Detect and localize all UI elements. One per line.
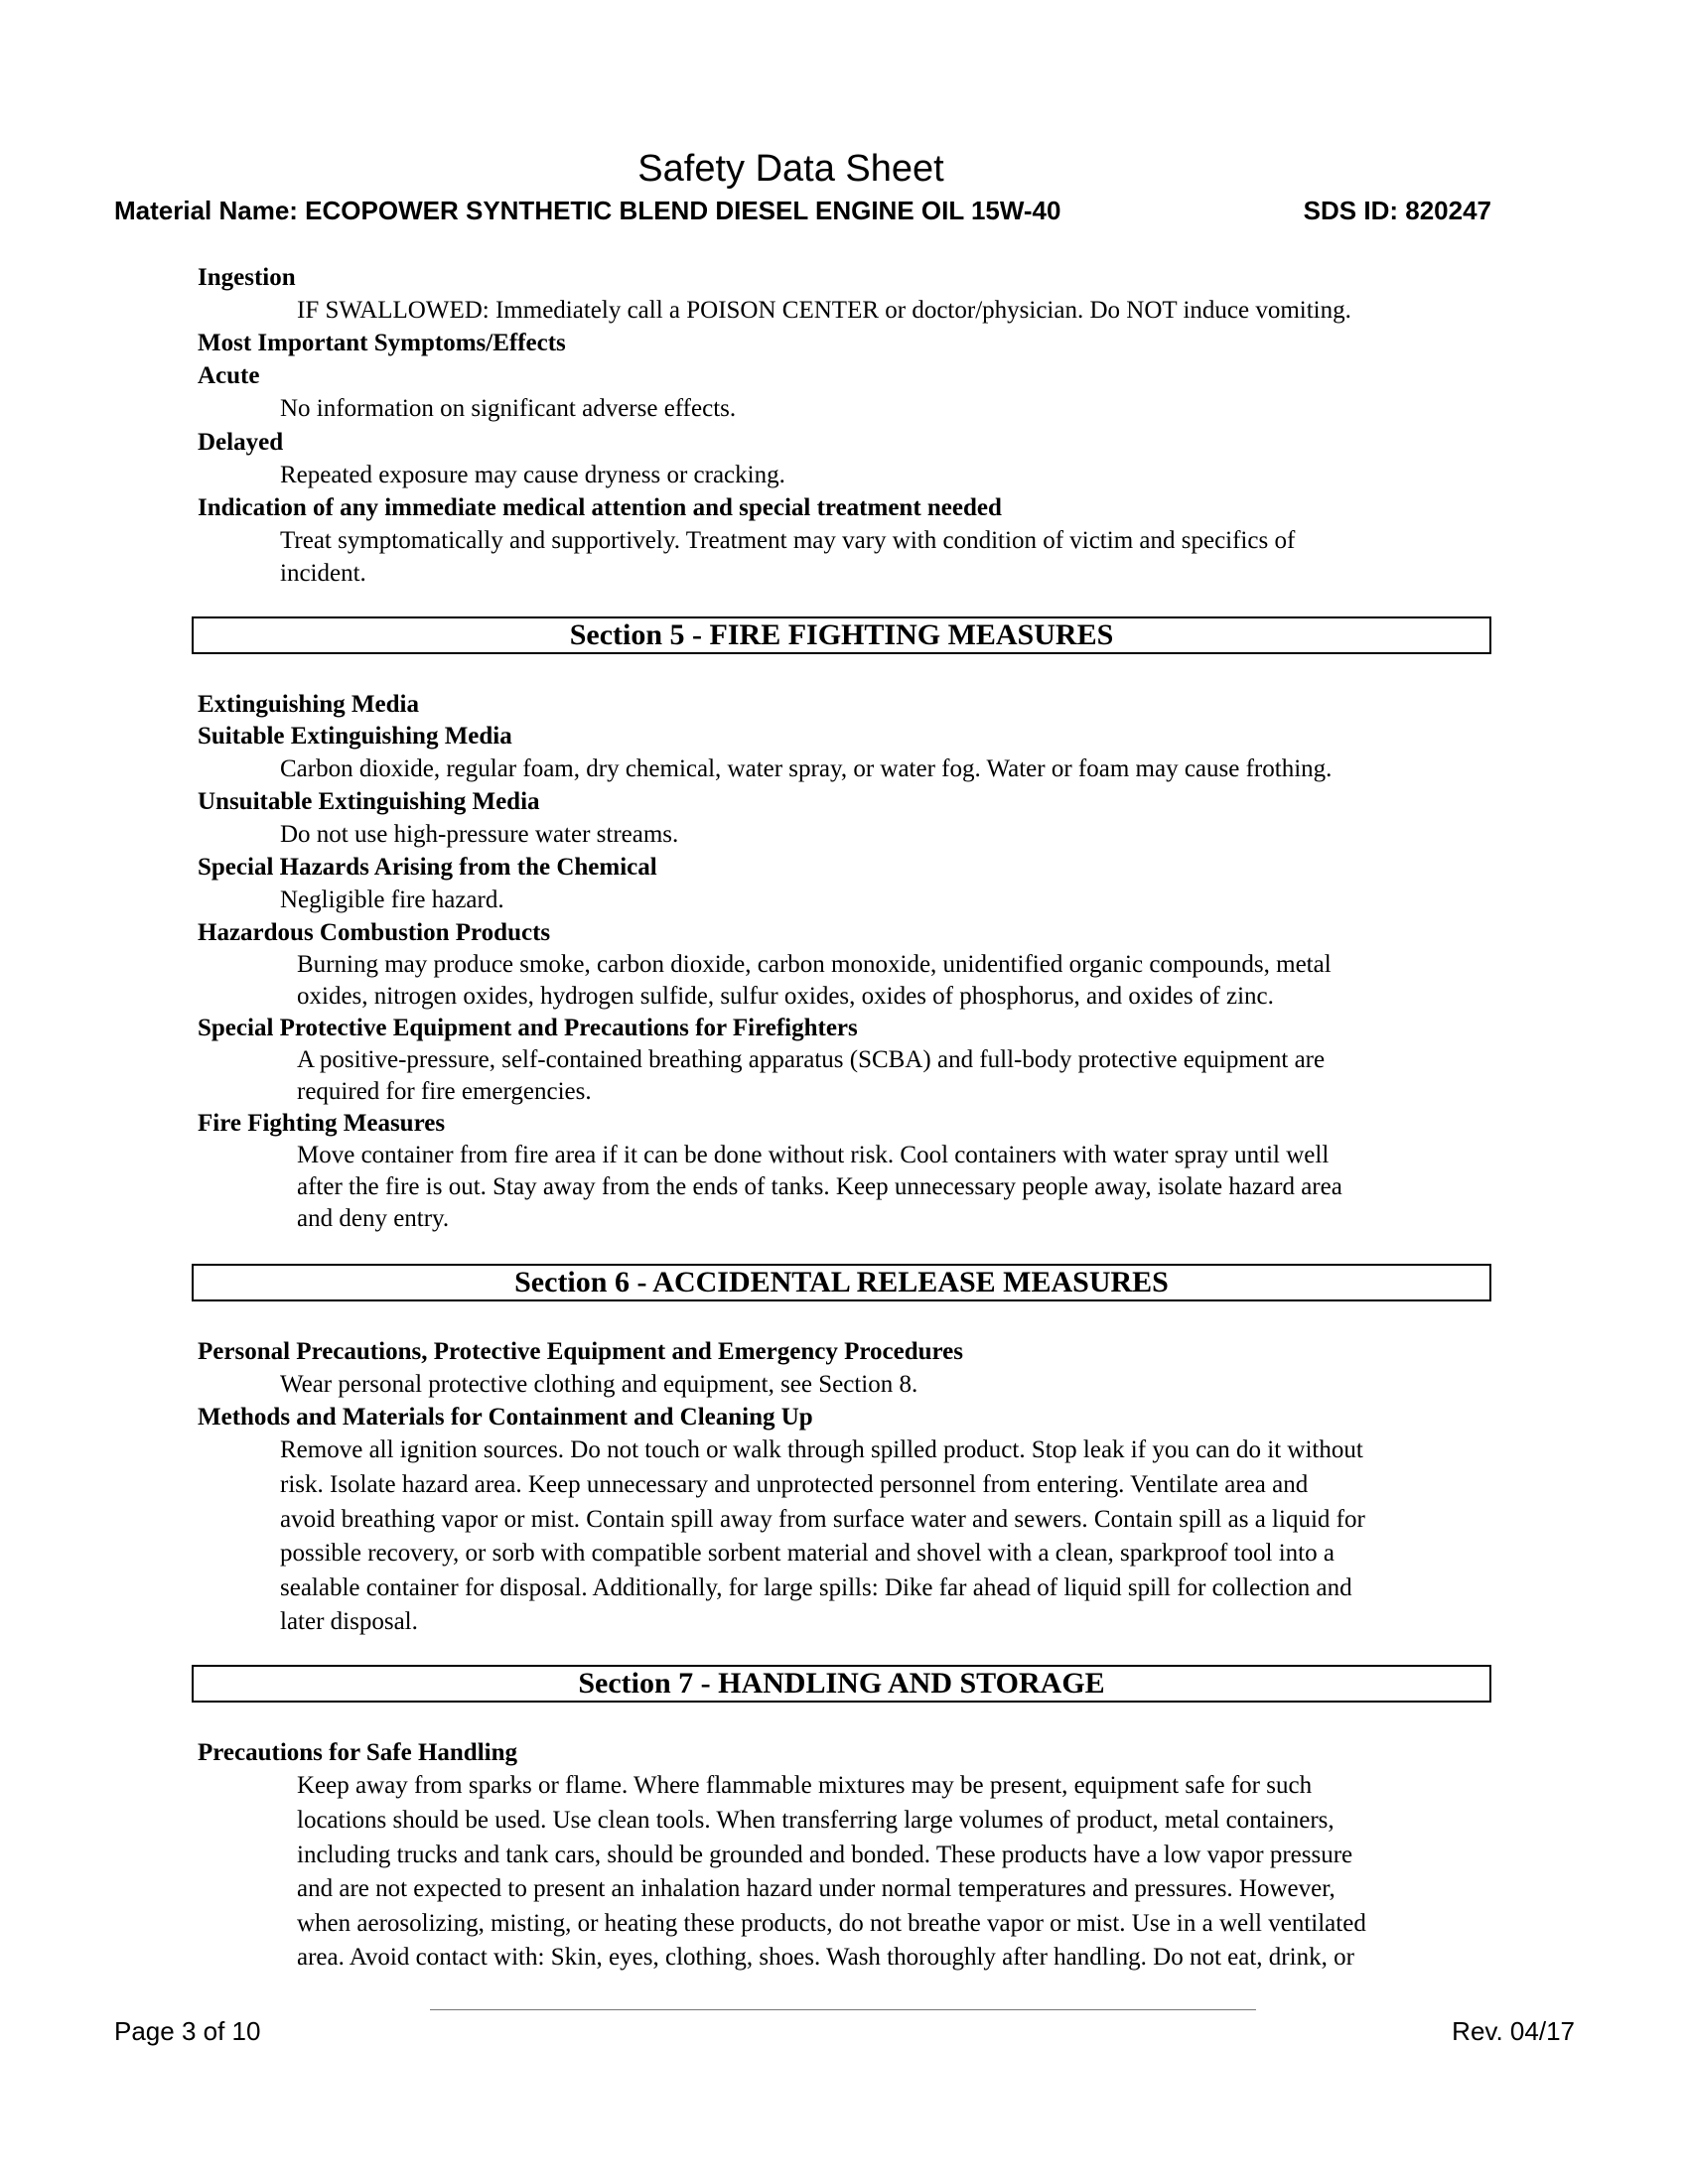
page-number: Page 3 of 10 [114, 2016, 261, 2046]
sds-id: SDS ID: 820247 [1303, 196, 1491, 225]
extinguishing-media-heading: Extinguishing Media [198, 691, 419, 718]
unsuitable-media-text: Do not use high-pressure water streams. [280, 821, 679, 848]
ingestion-text: IF SWALLOWED: Immediately call a POISON CENTER or doctor/physician. Do NOT induce vomiting. [297, 297, 1351, 324]
combustion-products-line: Burning may produce smoke, carbon dioxide, carbon monoxide, unidentified organic compounds, metal [297, 951, 1332, 978]
protective-equipment-heading: Special Protective Equipment and Precautions for Firefighters [198, 1015, 858, 1041]
fire-fighting-measures-line: after the fire is out. Stay away from the ends of tanks. Keep unnecessary people away, isolate hazard area [297, 1173, 1342, 1200]
containment-methods-line: risk. Isolate hazard area. Keep unnecessary and unprotected personnel from entering. Ventilate area and [280, 1471, 1309, 1498]
unsuitable-media-heading: Unsuitable Extinguishing Media [198, 788, 540, 815]
ingestion-heading: Ingestion [198, 264, 296, 291]
suitable-media-heading: Suitable Extinguishing Media [198, 723, 512, 750]
safe-handling-line: Keep away from sparks or flame. Where flammable mixtures may be present, equipment safe for such [297, 1772, 1313, 1799]
safe-handling-line: including trucks and tank cars, should be grounded and bonded. These products have a low vapor pressure [297, 1842, 1353, 1868]
safe-handling-line: and are not expected to present an inhalation hazard under normal temperatures and pressures. However, [297, 1875, 1336, 1902]
acute-text: No information on significant adverse effects. [280, 395, 737, 422]
document-title: Safety Data Sheet [637, 148, 944, 190]
symptoms-heading: Most Important Symptoms/Effects [198, 330, 566, 356]
delayed-heading: Delayed [198, 429, 284, 456]
safe-handling-line: area. Avoid contact with: Skin, eyes, clothing, shoes. Wash thoroughly after handling. Do not eat, drink, or [297, 1944, 1354, 1971]
fire-fighting-measures-heading: Fire Fighting Measures [198, 1110, 446, 1137]
section-7-header: Section 7 - HANDLING AND STORAGE [192, 1665, 1491, 1703]
personal-precautions-heading: Personal Precautions, Protective Equipment and Emergency Procedures [198, 1338, 963, 1365]
safe-handling-line: when aerosolizing, misting, or heating these products, do not breathe vapor or mist. Use in a well ventilated [297, 1910, 1366, 1937]
acute-heading: Acute [198, 362, 260, 389]
delayed-text: Repeated exposure may cause dryness or cracking. [280, 462, 785, 488]
combustion-products-heading: Hazardous Combustion Products [198, 919, 551, 946]
personal-precautions-text: Wear personal protective clothing and equipment, see Section 8. [280, 1371, 918, 1398]
material-name: Material Name: ECOPOWER SYNTHETIC BLEND DIESEL ENGINE OIL 15W-40 [114, 196, 1061, 225]
section-5-header: Section 5 - FIRE FIGHTING MEASURES [192, 616, 1491, 654]
protective-equipment-line: required for fire emergencies. [297, 1078, 592, 1105]
revision-date: Rev. 04/17 [1452, 2016, 1575, 2046]
protective-equipment-line: A positive-pressure, self-contained breathing apparatus (SCBA) and full-body protective equipment are [297, 1046, 1326, 1073]
fire-fighting-measures-line: and deny entry. [297, 1205, 450, 1232]
containment-methods-heading: Methods and Materials for Containment and Cleaning Up [198, 1404, 813, 1431]
footer-divider [430, 2009, 1256, 2010]
special-hazards-text: Negligible fire hazard. [280, 887, 504, 913]
containment-methods-line: later disposal. [280, 1608, 418, 1635]
safe-handling-line: locations should be used. Use clean tools. When transferring large volumes of product, metal containers, [297, 1807, 1335, 1834]
indication-heading: Indication of any immediate medical attention and special treatment needed [198, 494, 1002, 521]
containment-methods-line: Remove all ignition sources. Do not touch or walk through spilled product. Stop leak if you can do it without [280, 1436, 1363, 1463]
indication-text-line: Treat symptomatically and supportively. Treatment may vary with condition of victim and specifics of [280, 527, 1296, 554]
containment-methods-line: sealable container for disposal. Additionally, for large spills: Dike far ahead of liquid spill for collection and [280, 1574, 1352, 1601]
section-6-header: Section 6 - ACCIDENTAL RELEASE MEASURES [192, 1264, 1491, 1301]
suitable-media-text: Carbon dioxide, regular foam, dry chemical, water spray, or water fog. Water or foam may cause frothing. [280, 755, 1333, 782]
special-hazards-heading: Special Hazards Arising from the Chemical [198, 854, 657, 881]
safe-handling-heading: Precautions for Safe Handling [198, 1739, 518, 1766]
containment-methods-line: avoid breathing vapor or mist. Contain spill away from surface water and sewers. Contain spill as a liquid for [280, 1506, 1365, 1533]
combustion-products-line: oxides, nitrogen oxides, hydrogen sulfide, sulfur oxides, oxides of phosphorus, and oxides of zinc. [297, 983, 1274, 1010]
fire-fighting-measures-line: Move container from fire area if it can be done without risk. Cool containers with water spray until well [297, 1142, 1330, 1168]
containment-methods-line: possible recovery, or sorb with compatible sorbent material and shovel with a clean, sparkproof tool into a [280, 1540, 1335, 1567]
indication-text-line: incident. [280, 560, 366, 587]
